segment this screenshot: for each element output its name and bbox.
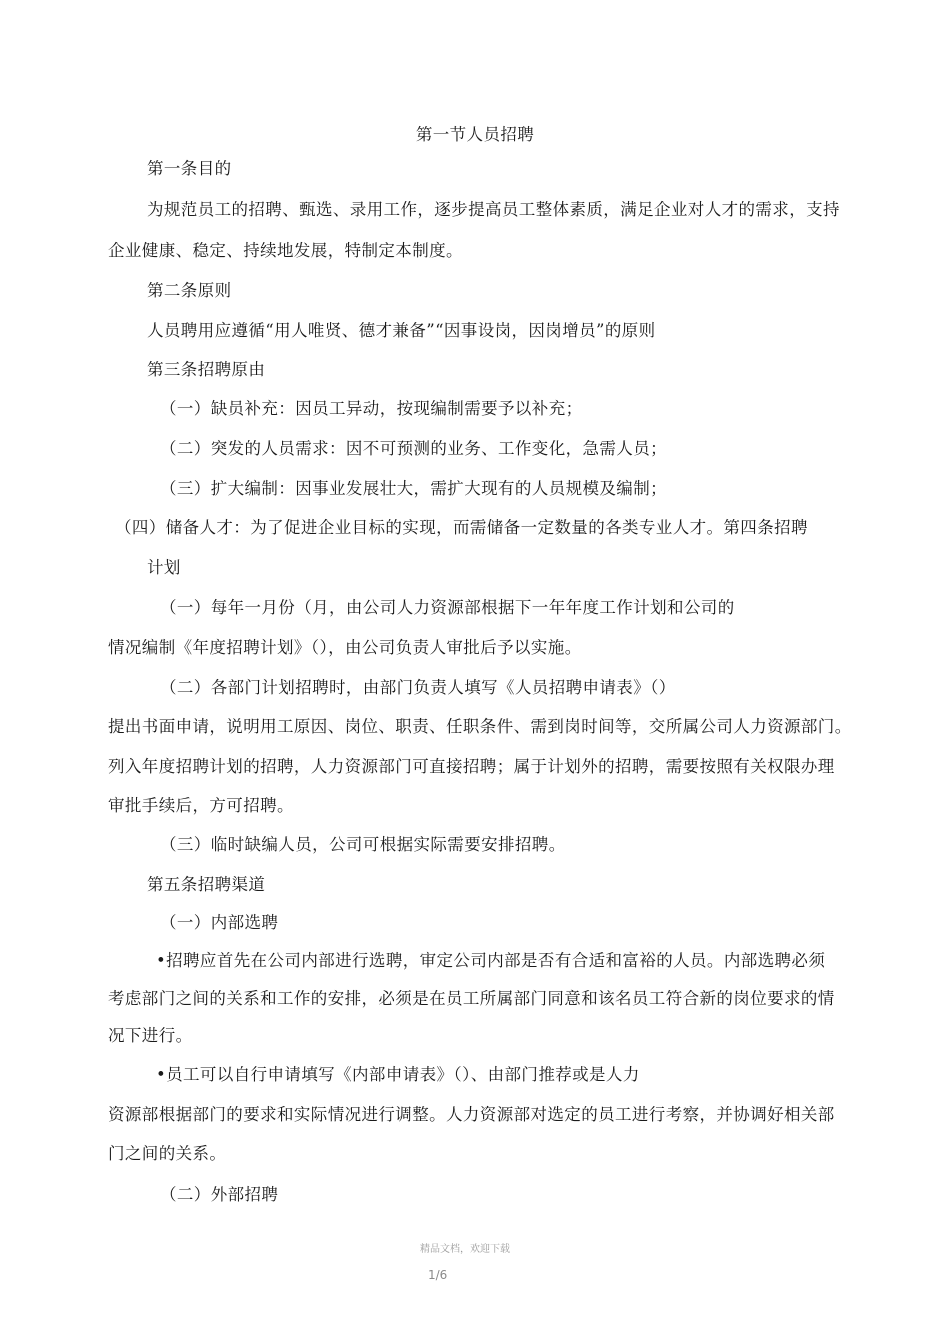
- article-3-heading: 第三条招聘原由: [147, 360, 266, 379]
- article-2-heading: 第二条原则: [147, 281, 232, 300]
- list-item: （二）突发的人员需求：因不可预测的业务、工作变化，急需人员；: [160, 439, 667, 458]
- list-item: （一）内部选聘: [160, 913, 279, 932]
- paragraph-line: 审批手续后，方可招聘。: [108, 796, 294, 815]
- paragraph-line: 况下进行。: [108, 1026, 193, 1045]
- paragraph-line: 考虑部门之间的关系和工作的安排，必须是在员工所属部门同意和该名员工符合新的岗位要求的情: [108, 989, 835, 1008]
- bullet-paragraph-line: •招聘应首先在公司内部进行选聘，审定公司内部是否有合适和富裕的人员。内部选聘必须: [156, 951, 826, 970]
- list-item: （四）储备人才：为了促进企业目标的实现，而需储备一定数量的各类专业人才。第四条招聘: [115, 518, 808, 537]
- article-5-heading: 第五条招聘渠道: [147, 875, 266, 894]
- paragraph-line: 为规范员工的招聘、甄选、录用工作，逐步提高员工整体素质，满足企业对人才的需求，支持: [147, 200, 840, 219]
- paragraph-line: 门之间的关系。: [108, 1144, 227, 1163]
- paragraph-line: 提出书面申请，说明用工原因、岗位、职责、任职条件、需到岗时间等，交所属公司人力资源部门。: [108, 717, 852, 736]
- footer-note: 精品文档，欢迎下载: [420, 1244, 510, 1255]
- article-1-heading: 第一条目的: [147, 159, 232, 178]
- paragraph-line: 列入年度招聘计划的招聘，人力资源部门可直接招聘；属于计划外的招聘，需要按照有关权限办理: [108, 757, 835, 776]
- list-item: （三）扩大编制：因事业发展壮大，需扩大现有的人员规模及编制；: [160, 479, 667, 498]
- list-item: （二）各部门计划招聘时，由部门负责人填写《人员招聘申请表》（）: [160, 678, 676, 697]
- paragraph-line: 资源部根据部门的要求和实际情况进行调整。人力资源部对选定的员工进行考察，并协调好相关部: [108, 1105, 835, 1124]
- page-number: 1/6: [428, 1268, 448, 1282]
- list-item: （一）每年一月份（月，由公司人力资源部根据下一年年度工作计划和公司的: [160, 598, 735, 617]
- section-title: 第一节人员招聘: [415, 125, 535, 144]
- bullet-paragraph-line: •员工可以自行申请填写《内部申请表》（）、由部门推荐或是人力: [156, 1065, 640, 1084]
- list-item: （一）缺员补充：因员工异动，按现编制需要予以补充；: [160, 399, 583, 418]
- list-item: （三）临时缺编人员，公司可根据实际需要安排招聘。: [160, 835, 566, 854]
- paragraph-line: 企业健康、稳定、持续地发展，特制定本制度。: [108, 241, 463, 260]
- paragraph-line: 计划: [147, 558, 181, 577]
- paragraph-line: 情况编制《年度招聘计划》（），由公司负责人审批后予以实施。: [108, 638, 582, 657]
- paragraph-line: 人员聘用应遵循“用人唯贤、德才兼备”“因事设岗，因岗增员”的原则: [147, 321, 656, 340]
- list-item: （二）外部招聘: [160, 1185, 279, 1204]
